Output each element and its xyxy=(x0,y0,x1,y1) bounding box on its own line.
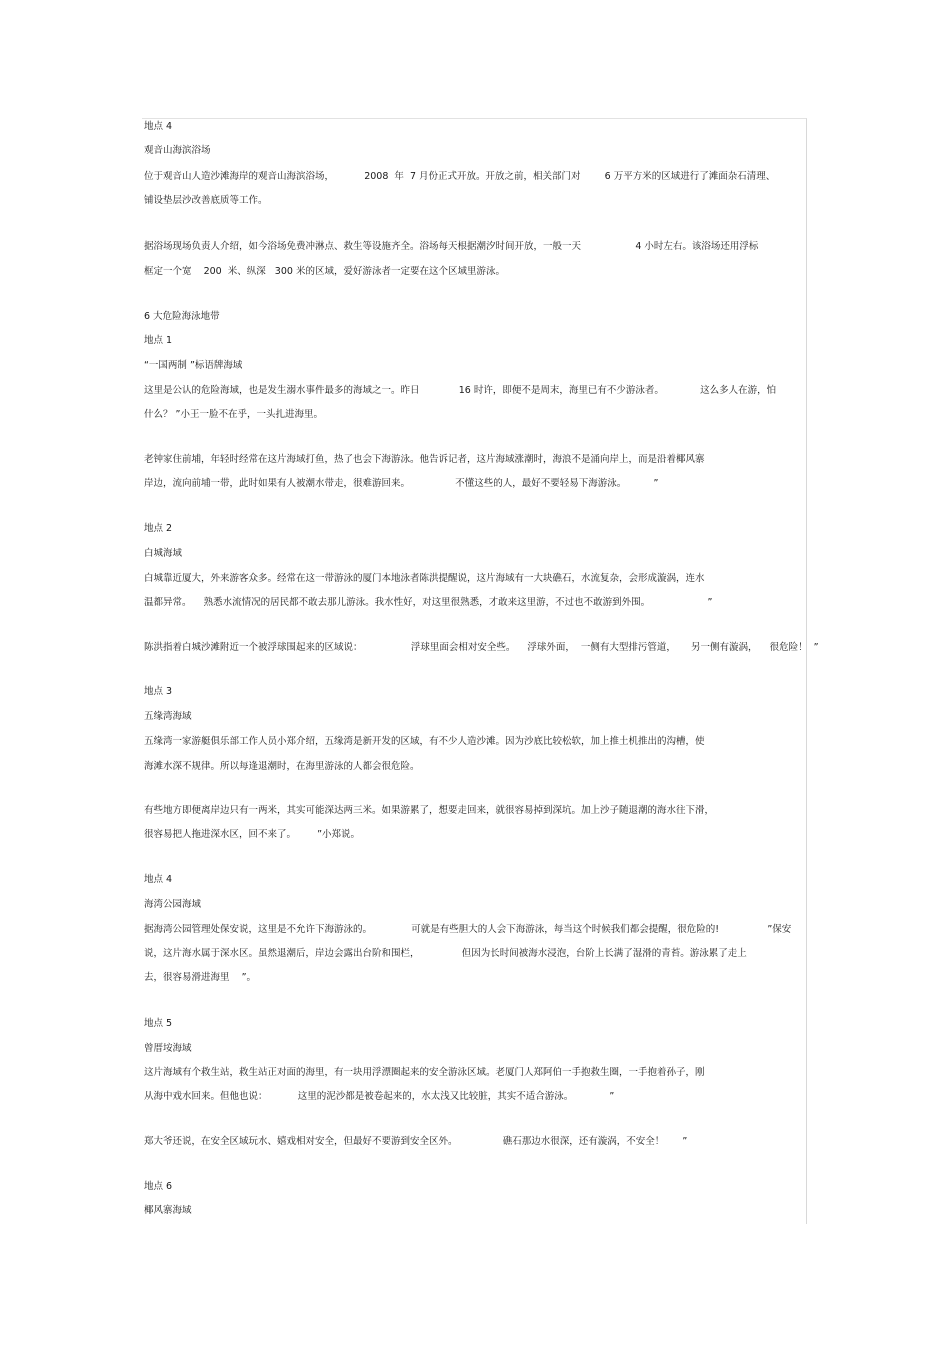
paragraph-line: 陈洪指着白城沙滩附近一个被浮球围起来的区域说： 浮球里面会相对安全些。 浮球外面， 一侧有大型排污管道， 另一侧有漩涡， 很危险！ ” xyxy=(144,642,819,653)
section-heading: 地点 4 xyxy=(144,874,173,885)
paragraph-line: 这片海域有个救生站，救生站正对面的海里，有一块用浮漂圈起来的安全游泳区域。老厦门人郑阿伯一手抱救生圈，一手抱着孙子，刚 xyxy=(144,1067,705,1078)
location-title: 五缘湾海域 xyxy=(144,711,192,722)
section-heading: 地点 6 xyxy=(144,1181,173,1192)
section-heading: 地点 5 xyxy=(144,1018,173,1029)
paragraph-line: 从海中戏水回来。但他也说： 这里的泥沙都是被卷起来的，水太浅又比较脏，其实不适合游泳。 ” xyxy=(144,1091,615,1102)
paragraph-line: 位于观音山人造沙滩海岸的观音山海滨浴场， 2008 年 7 月份正式开放。开放之前，相关部门对 6 万平方米的区域进行了滩面杂石清理、 xyxy=(144,171,776,182)
location-title: “一国两制 ”标语牌海域 xyxy=(144,360,243,371)
paragraph-line: 有些地方即便离岸边只有一两米，其实可能深达两三米。如果游累了，想要走回来，就很容易掉到深坑。加上沙子随退潮的海水往下滑， xyxy=(144,805,715,816)
paragraph-line: 白城靠近厦大，外来游客众多。经常在这一带游泳的厦门本地泳者陈洪提醒说，这片海域有一大块礁石，水流复杂，会形成漩涡，连水 xyxy=(144,573,705,584)
paragraph-line: 去，很容易滑进海里 ”。 xyxy=(144,972,257,983)
paragraph-line: 海滩水深不规律。所以每逢退潮时，在海里游泳的人都会很危险。 xyxy=(144,761,420,772)
location-title: 白城海域 xyxy=(144,548,183,559)
paragraph-line: 五缘湾一家游艇俱乐部工作人员小郑介绍，五缘湾是新开发的区域，有不少人造沙滩。因为沙底比较松软，加上推土机推出的沟槽，使 xyxy=(144,736,705,747)
paragraph-line: 铺设垫层沙改善底质等工作。 xyxy=(144,195,268,206)
page-frame xyxy=(142,118,807,1224)
paragraph-line: 岸边，流向前埔一带，此时如果有人被潮水带走，很难游回来。 不懂这些的人，最好不要轻易下海游泳。 ” xyxy=(144,478,659,489)
paragraph-line: 温都异常。 熟悉水流情况的居民都不敢去那儿游泳。我水性好，对这里很熟悉，才敢来这里游，不过也不敢游到外围。 ” xyxy=(144,597,713,608)
section-heading: 地点 3 xyxy=(144,686,173,697)
paragraph-line: 郑大爷还说，在安全区域玩水、嬉戏相对安全，但最好不要游到安全区外。 礁石那边水很深，还有漩涡，不安全！ ” xyxy=(144,1136,688,1147)
section-heading: 地点 1 xyxy=(144,335,173,346)
section-heading: 地点 2 xyxy=(144,523,173,534)
location-title: 观音山海滨浴场 xyxy=(144,145,211,156)
location-title: 椰风寨海域 xyxy=(144,1205,192,1216)
section-heading: 地点 4 xyxy=(144,121,173,132)
paragraph-line: 老钟家住前埔，年轻时经常在这片海域打鱼，热了也会下海游泳。他告诉记者，这片海域涨潮时，海浪不是涌向岸上，而是沿着椰风寨 xyxy=(144,454,705,465)
location-title: 海湾公园海域 xyxy=(144,899,202,910)
paragraph-line: 这里是公认的危险海域，也是发生溺水事件最多的海域之一。昨日 16 时许，即便不是周末，海里已有不少游泳者。 这么多人在游，怕 xyxy=(144,385,777,396)
paragraph-line: 说，这片海水属于深水区。虽然退潮后，岸边会露出台阶和围栏， 但因为长时间被海水浸泡，台阶上长满了湿滑的青苔。游泳累了走上 xyxy=(144,948,747,959)
paragraph-line: 很容易把人拖进深水区，回不来了。 ”小郑说。 xyxy=(144,829,361,840)
location-title: 曾厝垵海域 xyxy=(144,1043,192,1054)
section-heading: 6 大危险海泳地带 xyxy=(144,311,220,322)
paragraph-line: 据浴场现场负责人介绍，如今浴场免费冲淋点、救生等设施齐全。浴场每天根据潮汐时间开放，一般一天 4 小时左右。该浴场还用浮标 xyxy=(144,241,759,252)
paragraph-line: 据海湾公园管理处保安说，这里是不允许下海游泳的。 可就是有些胆大的人会下海游泳，每当这个时候我们都会提醒，很危险的! ”保安 xyxy=(144,924,792,935)
paragraph-line: 框定一个宽 200 米、纵深 300 米的区域，爱好游泳者一定要在这个区域里游泳。 xyxy=(144,266,505,277)
paragraph-line: 什么？ ”小王一脸不在乎，一头扎进海里。 xyxy=(144,409,323,420)
